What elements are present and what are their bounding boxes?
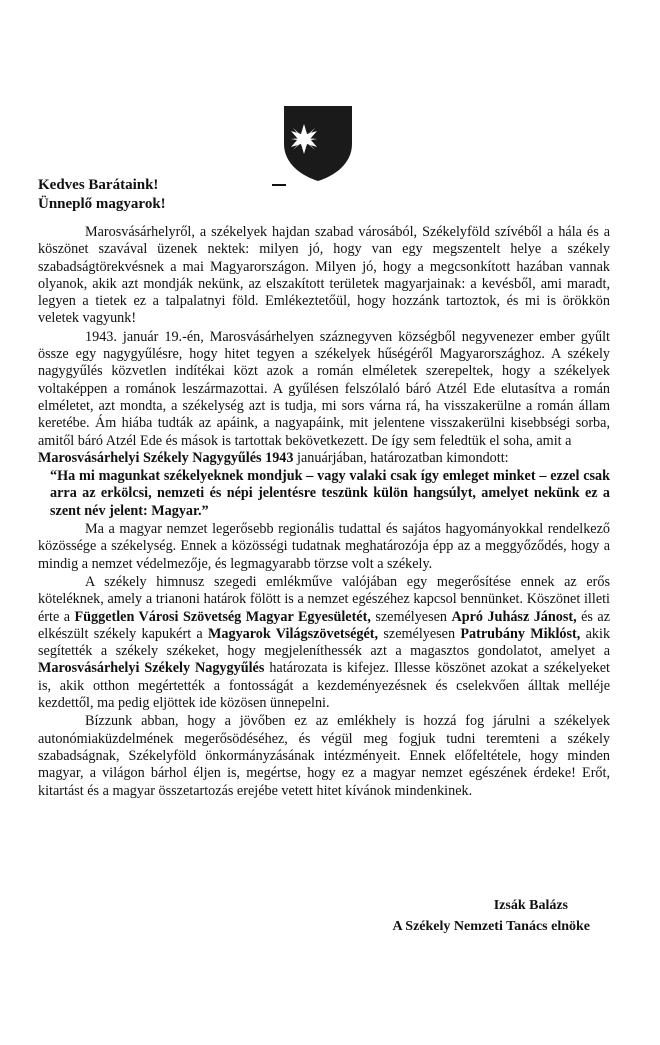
- signature: [392, 895, 590, 937]
- szekely-coat-of-arms-icon: [282, 104, 354, 182]
- paragraph-5: Bízzunk abban, hogy a jövőben ez az emlékhely is hozzá fog járulni a székelyek autonómiaküzdelmének megerősödéséhez, és végül meg fogjuk tudni teremteni a székely szabadságnak, Székelyföld önkormányzásának intézményeit. Ennek előfeltétele, hogy minden magyar, a világon bárhol éljen is, megértse, hogy ez a magyar nemzet egészének érdeke! Erőt, kitartást és a magyar összetartozás erejébe vetett hitet kívánok mindenkinek.: [38, 713, 610, 799]
- assembly-name: Marosvásárhelyi Székely Nagygyűlés 1943: [38, 449, 294, 466]
- divider-dash: [272, 184, 286, 186]
- salutation-line-2: Ünneplő magyarok!: [38, 196, 166, 212]
- quote: “Ha mi magunkat székelyeknek mondjuk – vagy valaki csak így emleget minket – ezzel csak arra az erkölcsi, nemzeti és népi jelentésre teszünk külön hangsúlyt, amelyet nekünk ez a szent név jelent: Magyar.”: [50, 468, 610, 519]
- paragraph-1: Marosvásárhelyről, a székelyek hajdan szabad városából, Székelyföld szívéből a hála és a köszönet szavával üzenek nektek: milyen jó, hogy van egy megszentelt helye a székely szabadságtörekvésnek a mai Magyarországon. Milyen jó, hogy a megcsonkított hazában vannak olyanok, akik azt mondják nekünk, az elszakított területek magyarjainak: a kevésből, ami maradt, legyen a tietek ez a talpalatnyi föld. Emlékeztetőül, hogy hozzánk tartoztok, és mi is örökkön veletek vagyunk!: [38, 224, 610, 327]
- salutation-line-1: Kedves Barátaink!: [38, 177, 159, 193]
- salutation: [38, 176, 166, 214]
- signature-title: A Székely Nemzeti Tanács elnöke: [392, 919, 590, 934]
- letter-body: [38, 224, 610, 800]
- paragraph-3: Ma a magyar nemzet legerősebb regionális tudattal és sajátos hagyományokkal rendelkező közössége a székelység. Ennek a közösségi tudatnak meghatározója épp az a meggyőződés, hogy a mindig a nemzet védelmezője, és legmagyarabb törzse volt a székely.: [38, 521, 610, 572]
- paragraph-2: 1943. január 19.-én, Marosvásárhelyen száznegyven községből negyvenezer ember gyűlt össze egy nagygyűlésre, hogy hitet tegyen a székelyek hűségéről Magyarországhoz. A székely nagygyűlés közvetlen indítékai közt azok a román elméletek szerepeltek, hogy a székelyek voltaképpen a románok leszármazottai. A gyűlésen felszólaló báró Atzél Ede elutasítva a román elméletet, azt mondta, a székelység azt is tudja, mi sors várna rá, ha visszakerülne a román állam keretébe. Ám hiába tudták az apáink, a nagyapáink, mit jelentene visszakerülni kisebbségi sorba, amitől báró Atzél Ede és mások is tartottak bekövetkezett. De így sem feledtük el soha, amit a Marosvásárhelyi Székely Nagygyűlés 1943 januárjában, határozatban kimondott:: [38, 328, 610, 466]
- paragraph-4: A székely himnusz szegedi emlékműve valójában egy megerősítése ennek az erős köteléknek, amely a trianoni határok fölött is a nemzet egészéhez kapcsol bennünket. Köszönet illeti érte a Független Városi Szövetség Magyar Egyesületét, személyesen Apró Juhász Jánost, és az elkészült székely kapukért a Magyarok Világszövetségét, személyesen Patrubány Miklóst, akik segítették a székely székeket, hogy megjeleníthessék azt a magasztos gondolatot, amelyet a Marosvásárhelyi Székely Nagygyűlés határozata is kifejez. Illesse köszönet azokat a székelyeket is, akik otthon megértették a fontosságát a kezdeményezésnek és cselekvően álltak melléje kezdettől, ma pedig eljöttek ide közösen ünnepelni.: [38, 573, 611, 712]
- signature-name: Izsák Balázs: [493, 898, 568, 913]
